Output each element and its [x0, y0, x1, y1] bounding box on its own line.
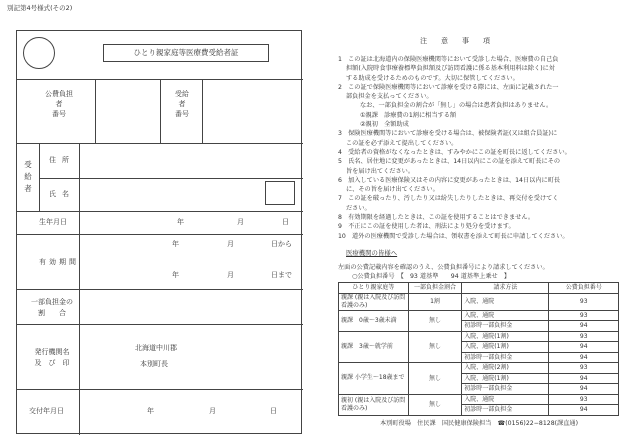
medical-line1: 左面の公費記載内容を確認のうえ、公費負担番号により請求してください。: [338, 264, 549, 271]
number-cell: 93: [549, 363, 619, 374]
payer-number-label: 公費負担 者 番号: [45, 90, 73, 118]
rate-cell: 無し: [408, 394, 462, 415]
rate-cell: 無し: [408, 331, 462, 363]
copay-label: 一部負担金の 割 合: [31, 298, 73, 317]
method-cell: 入院、通院(1割): [462, 373, 549, 384]
recipient-number-label: 受給 者 番号: [175, 90, 189, 118]
rate-cell: 無し: [408, 363, 462, 395]
form-id: 別記第4号様式(その2): [7, 4, 73, 12]
certificate-card: ひとり親家庭等医療費受給者証 公費負担 者 番号 受給 者 番号 受 給 者 住所 氏名 生年月日 年 月 日 有効期間 年 月 日から 年 月 日まで 一部負担金の 割 合 発行機関名 及 び 印 北海道中川郡 本別町長 交付年月日 年 月 日: [16, 30, 302, 434]
payment-table: [338, 282, 619, 416]
method-cell: 初診時一部負担金: [462, 352, 549, 363]
number-cell: 93: [549, 394, 619, 405]
validity-label: 有効期間: [39, 258, 79, 266]
note-line: ①親課 診療費の1割に相当する額: [360, 111, 457, 119]
note-line: 4 受給者の資格がなくなったときは、すみやかにこの証を町長に返してください。: [338, 148, 571, 156]
method-cell: 初診時一部負担金: [462, 321, 549, 332]
valid-from: 日から: [271, 240, 292, 248]
method-cell: 入院、通院: [462, 394, 549, 405]
number-cell: 94: [549, 352, 619, 363]
table-row: [339, 331, 619, 342]
table-row: [339, 293, 619, 310]
group-cell: 親課 小学生〜18歳まで: [339, 363, 409, 395]
card-title-box: [103, 44, 269, 62]
notes-heading: 注 意 事 項: [420, 37, 490, 45]
method-cell: 初診時一部負担金: [462, 384, 549, 395]
note-line: 5 氏名、居住地に変更があったときは、14日以内にこの証を添えて町長にその: [338, 158, 561, 166]
name-label: 氏名: [49, 190, 75, 198]
group-cell: 親課 (親は入院及び訪問看護のみ): [339, 293, 409, 310]
table-row: [339, 310, 619, 321]
note-line: 7 この証を破ったり、汚したり又は紛失したりしたときは、再交付を受けてく: [338, 195, 559, 203]
note-line: 1 この証は北海道内の保険医療機関等において受診した場合、医療費の自己負: [338, 56, 559, 63]
valid-to: 日まで: [271, 271, 292, 279]
medical-line2: ○公費負担番号 【 93 道基準 94 道基準上乗せ 】: [352, 273, 511, 280]
note-line: に、その旨を届け出てください。: [346, 186, 439, 194]
note-line: 旨を届け出てください。: [346, 167, 415, 175]
note-line: ②親初 全額助成: [360, 121, 409, 129]
table-row: [339, 394, 619, 405]
number-cell: 94: [549, 384, 619, 395]
note-line: 10 道外の医療機関で受診した場合は、領収書を添えて町長に申請してください。: [338, 232, 569, 240]
recipient-side-label: 受 給 者: [24, 160, 32, 193]
table-header: 公費負担番号: [549, 283, 619, 294]
method-cell: 初診時一部負担金: [462, 405, 549, 416]
method-cell: 入院、通院: [462, 310, 549, 321]
name-seal-box: [265, 181, 295, 205]
note-line: 2 この証で保険医療機関等において診療を受ける際には、左面に記載された一: [338, 83, 559, 91]
number-cell: 93: [549, 293, 619, 310]
method-cell: 入院、通院: [462, 293, 549, 310]
number-cell: 93: [549, 331, 619, 342]
issuer-head: 本別町長: [140, 360, 168, 368]
note-line: 部負担金を支払ってください。: [346, 93, 433, 101]
note-line: ださい。: [346, 204, 371, 212]
group-cell: 親課 3歳〜就学前: [339, 331, 409, 363]
note-line: 8 有効期限を経過したときは、この証を使用することはできません。: [338, 214, 535, 222]
method-cell: 入院、通院(1割): [462, 342, 549, 353]
table-header: ひとり親家庭等: [339, 283, 409, 294]
number-cell: 94: [549, 405, 619, 416]
note-line: 6 加入している医療保険又はその内容に変更があったときは、14日以内に町長: [338, 176, 561, 184]
table-row: [339, 363, 619, 374]
issuer-org: 北海道中川郡: [135, 344, 177, 352]
table-header: 一部負担金割合: [408, 283, 462, 294]
table-header: 請求方法: [462, 283, 549, 294]
address-label: 住所: [49, 156, 75, 164]
birth-label: 生年月日: [39, 218, 67, 226]
seal-circle: [23, 37, 55, 69]
group-cell: 親初 (親は入院及び訪問看護のみ): [339, 394, 409, 415]
number-cell: 94: [549, 373, 619, 384]
number-cell: 94: [549, 321, 619, 332]
rate-cell: 1割: [408, 293, 462, 310]
notes-list: [338, 55, 624, 241]
card-title: ひとり親家庭等医療費受給者証: [133, 48, 239, 58]
note-line: この証を必ず添えて提出してください。: [346, 139, 458, 147]
note-line: 3 保険医療機関等において診療を受ける場合は、被保険者証(又は組合員証)に: [338, 130, 558, 138]
method-cell: 入院、通院(2割): [462, 363, 549, 374]
number-cell: 93: [549, 310, 619, 321]
note-line: 担額(入院時食事療養標準負担額及び訪問看護に係る基本利用料は除く)に対: [346, 65, 556, 73]
group-cell: 親課 0歳〜3歳未満: [339, 310, 409, 331]
medical-heading: 医療機関の皆様へ: [346, 249, 398, 257]
office-footer: 本別町役場 住民課 国民健康保険担当 ☎(0156)22−8128(課直通): [380, 420, 579, 427]
number-cell: 94: [549, 342, 619, 353]
issue-date-label: 交付年月日: [29, 407, 64, 415]
method-cell: 入院、通院(1割): [462, 331, 549, 342]
note-line: 9 不正にこの証を使用した者は、刑法により処分を受けます。: [338, 223, 515, 231]
issuer-label: 発行機関名 及 び 印: [34, 348, 70, 367]
rate-cell: 無し: [408, 310, 462, 331]
note-line: なお、一部負担金の割合が「無し」の場合は患者負担はありません。: [360, 102, 553, 110]
note-line: する助成を受けるためのものです。大切に保管してください。: [346, 74, 519, 82]
